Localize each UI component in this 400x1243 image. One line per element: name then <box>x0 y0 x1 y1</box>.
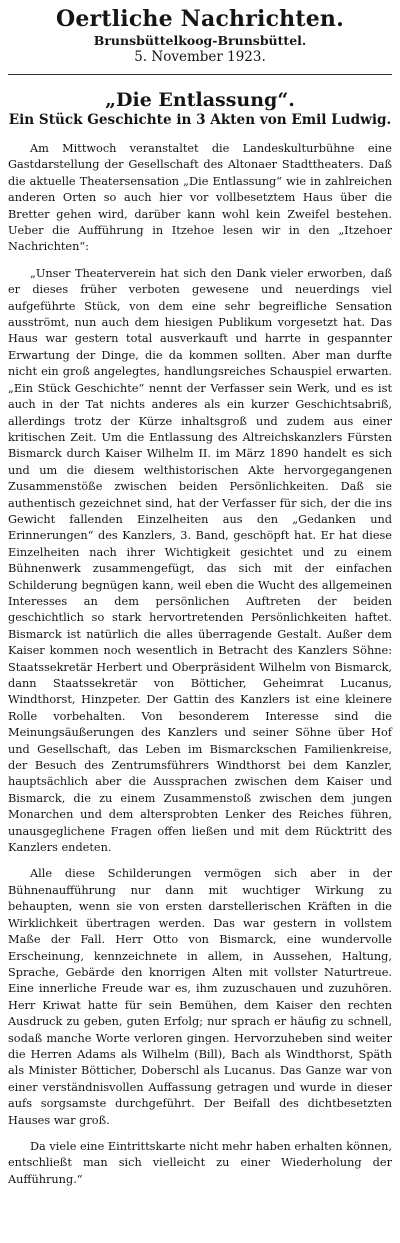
article-paragraph: Alle diese Schilderungen vermögen sich aber in der Bühnenaufführung nur dann mit wuchtiger Wirkung zu behaupten, wenn sie von ersten darstellerischen Kräften in die Wirklichkeit übertragen werden. Das war gestern in vollstem Maße der Fall. Herr Otto von Bismarck, eine wundervolle Erscheinung, kennzeichnete in allem, in Aussehen, Haltung, Sprache, Gebärde den knorrigen Alten mit vollster Naturtreue. Eine innerliche Freude war es, ihm zuzuschauen und zuzuhören. Herr Kriwat hatte für sein Bemühen, dem Kaiser den rechten Ausdruck zu geben, guten Erfolg; nur sprach er häufig zu schnell, sodaß manche Worte verloren gingen. Hervorzuheben sind weiter die Herren Adams als Wilhelm (Bill), Bach als Windthorst, Späth als Minister Bötticher, Doberschl als Lucanus. Das Ganze war von einer verständnisvollen Auffassung getragen und wurde in dieser aufs sorgsamste durchgeführt. Der Beifall des dichtbesetzten Hauses war groß. <box>8 867 392 1127</box>
article-paragraph: „Unser Theaterverein hat sich den Dank vieler erworben, daß er dieses früher verboten gewesene und neuerdings viel aufgeführte Stück, von dem eine sehr begreifliche Sensation ausströmt, nun auch dem hiesigen Publikum vorgesetzt hat. Das Haus war gestern total ausverkauft und harrte in gespannter Erwartung der Dinge, die da kommen sollten. Aber man durfte nicht ein groß angelegtes, handlungsreiches Schauspiel erwarten. „Ein Stück Geschichte“ nennt der Verfasser sein Werk, und es ist auch in der Tat nichts anderes als ein kurzer Geschichtsabriß, allerdings trotz der Kürze inhaltsgroß und zudem aus einer kritischen Zeit. Um die Entlassung des Altreichskanzlers Fürsten Bismarck durch Kaiser Wilhelm II. im März 1890 handelt es sich und um die diesem welthistorischen Akte hervorgegangenen Zusammenstöße zwischen beiden Persönlichkeiten. Daß sie authentisch gezeichnet sind, hat der Verfasser für sich, der die ins Gewicht fallenden Einzelheiten aus den „Gedanken und Erinnerungen“ des Kanzlers, 3. Band, geschöpft hat. Er hat diese Einzelheiten nach ihrer Wichtigkeit gesichtet und zu einem Bühnenwerk zusammengefügt, das sich mit der einfachen Schilderung begnügen kann, weil eben die Wucht des allgemeinen Interesses an dem persönlichen Auftreten der beiden geschichtlich so stark hervortretenden Persönlichkeiten haftet. Bismarck ist natürlich die alles überragende Gestalt. Außer dem Kaiser kommen noch wesentlich in Betracht des Kanzlers Söhne: Staatssekretär Herbert und Oberpräsident Wilhelm von Bismarck, dann Staatssekretär von Bötticher, Geheimrat Lucanus, Windthorst, Hinzpeter. Der Gattin des Kanzlers ist eine kleinere Rolle vorbehalten. Von besonderem Interesse sind die Meinungsäußerungen des Kanzlers und seiner Söhne über Hof und Gesellschaft, das Leben im Bismarckschen Familienkreise, der Besuch des Zentrumsführers Windthorst bei dem Kanzler, hauptsächlich aber die Aussprachen zwischen dem Kaiser und Bismarck, die zu einem Zusammenstoß zwischen dem jungen Monarchen und dem altersprobten Lenker des Reiches führen, unausgeglichene Fragen offen ließen und mit dem Rücktritt des Kanzlers endeten. <box>8 266 392 855</box>
article-paragraph: Da viele eine Eintrittskarte nicht mehr haben erhalten können, entschließt man sich vielleicht zu einer Wiederholung der Aufführung.“ <box>8 1139 392 1186</box>
dateline-place: Brunsbüttelkoog-Brunsbüttel. <box>93 33 307 48</box>
article-headline: „Die Entlassung“. <box>105 89 295 111</box>
header-divider <box>8 74 392 75</box>
section-title: Oertliche Nachrichten. <box>56 6 344 32</box>
article <box>8 89 392 1188</box>
article-subheadline: Ein Stück Geschichte in 3 Akten von Emil Ludwig. <box>8 112 392 128</box>
article-paragraph: Am Mittwoch veranstaltet die Landeskulturbühne eine Gastdarstellung der Gesellschaft des Altonaer Stadttheaters. Daß die aktuelle Theatersensation „Die Entlassung“ wie in zahlreichen anderen Orten so auch hier vor vollbesetztem Haus über die Bretter gehen wird, darüber kann wohl kein Zweifel bestehen. Ueber die Aufführung in Itzehoe lesen wir in den „Itzehoer Nachrichten“: <box>8 142 392 254</box>
dateline-date: 5. November 1923. <box>134 49 266 65</box>
